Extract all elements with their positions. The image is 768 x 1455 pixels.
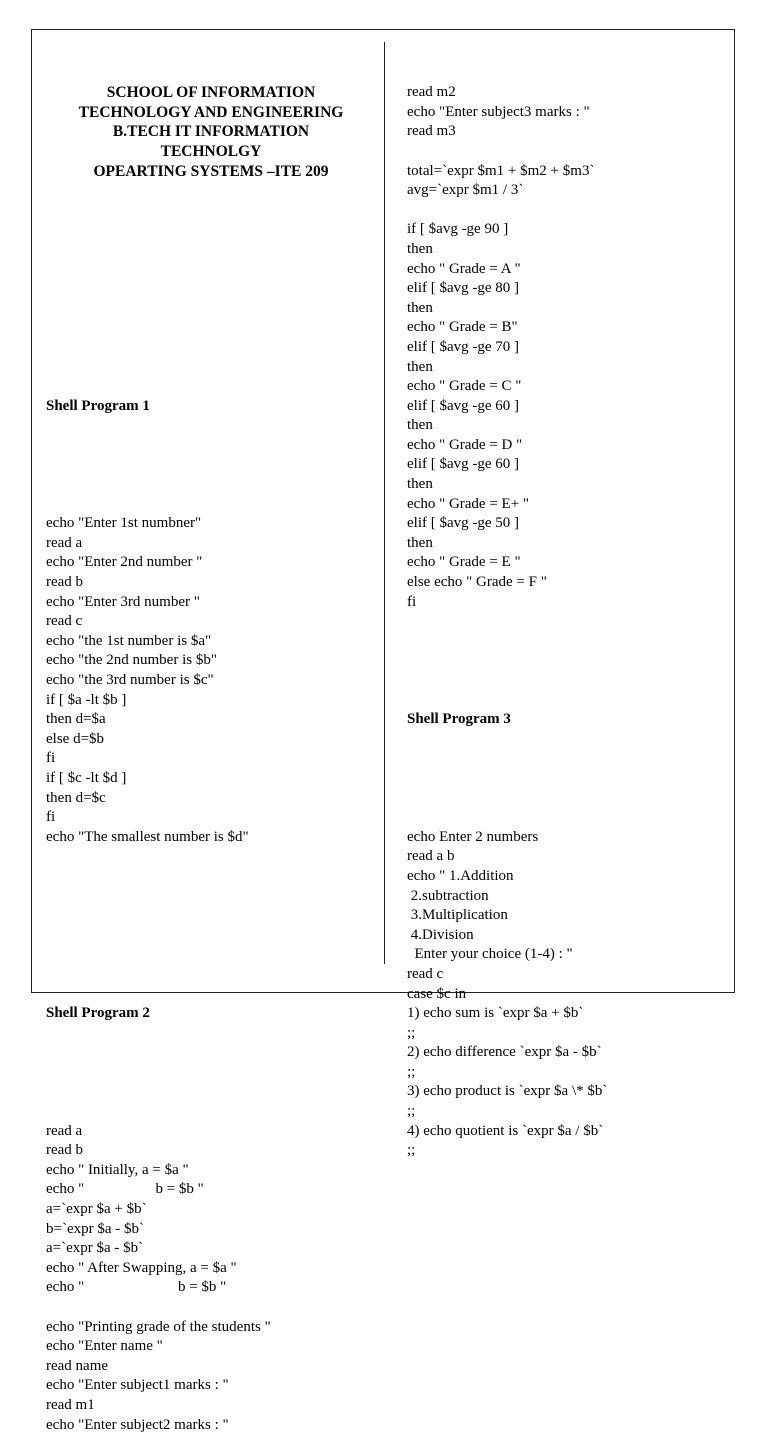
code-line: fi [46, 809, 56, 826]
code-line: echo " Initially, a = $a " [46, 1161, 189, 1178]
code-line: then d=$c [46, 789, 106, 806]
code-line: then [407, 417, 433, 434]
title-line: TECHNOLGY [160, 142, 262, 160]
code-line: echo "the 1st number is $a" [46, 632, 212, 649]
title-line: OPEARTING SYSTEMS –ITE 209 [93, 162, 329, 180]
code-line: 1) echo sum is `expr $a + $b` [407, 1005, 584, 1022]
code-line: 2) echo difference `expr $a - $b` [407, 1044, 602, 1061]
code-line: echo "the 3rd number is $c" [46, 672, 214, 688]
code-line: echo "Enter name " [46, 1338, 163, 1355]
code-line: echo "Printing grade of the students " [46, 1318, 271, 1335]
code-line: read a [46, 534, 83, 551]
code-line: ;; [407, 1063, 416, 1080]
code-line: echo "Enter 2nd number " [46, 554, 203, 571]
left-column [46, 44, 376, 1455]
code-line: echo " Grade = E+ " [407, 495, 530, 512]
code-line [46, 1298, 376, 1318]
code-line: fi [407, 593, 417, 610]
column-divider [384, 42, 385, 964]
program1-heading: Shell Program 1 [46, 397, 150, 414]
code-line: elif [ $avg -ge 80 ] [407, 280, 520, 297]
code-line: if [ $avg -ge 90 ] [407, 221, 509, 238]
code-line: echo " Grade = C " [407, 378, 522, 395]
code-line [407, 201, 727, 221]
program1-code [46, 514, 376, 847]
code-line: read a b [407, 848, 455, 865]
program3-code [407, 828, 727, 1161]
code-line: echo " 1.Addition [407, 867, 514, 884]
code-line: read c [46, 613, 83, 630]
code-line: then [407, 240, 433, 257]
code-line: echo "Enter 1st numbner" [46, 515, 202, 532]
code-line: 3) echo product is `expr $a \* $b` [407, 1083, 608, 1100]
code-line: then d=$a [46, 711, 106, 728]
code-line: read m1 [46, 1396, 95, 1413]
code-line: elif [ $avg -ge 50 ] [407, 515, 520, 532]
code-line: ;; [407, 1142, 416, 1159]
code-line: then [407, 358, 433, 375]
program2-code-continued [407, 83, 727, 612]
code-line: echo " Grade = A " [407, 260, 521, 277]
program2-heading: Shell Program 2 [46, 1005, 150, 1022]
code-line: echo "the 2nd number is $b" [46, 652, 217, 669]
title-line: SCHOOL OF INFORMATION [106, 84, 316, 102]
code-line: echo "Enter subject2 marks : " [46, 1416, 229, 1433]
code-line: Enter your choice (1-4) : " [407, 946, 573, 963]
code-line: echo " Grade = D " [407, 436, 523, 453]
code-line: echo "Enter subject1 marks : " [46, 1377, 229, 1394]
code-line: read name [46, 1357, 109, 1374]
code-line: read b [46, 574, 84, 591]
code-line: a=`expr $a + $b` [46, 1201, 147, 1218]
code-line: a=`expr $a - $b` [46, 1240, 144, 1257]
code-line: 4) echo quotient is `expr $a / $b` [407, 1122, 604, 1139]
code-line: echo "Enter subject3 marks : " [407, 103, 590, 120]
program3-heading: Shell Program 3 [407, 711, 511, 728]
code-line: echo " Grade = E " [407, 554, 521, 571]
code-line: then [407, 299, 433, 316]
code-line: echo " b = $b " [46, 1279, 227, 1296]
code-line: read a [46, 1122, 83, 1139]
title-line: TECHNOLOGY AND ENGINEERING [78, 103, 344, 121]
code-line: read m2 [407, 84, 456, 101]
code-line: else d=$b [46, 730, 105, 747]
right-column [407, 44, 727, 1180]
document-title [34, 83, 376, 181]
code-line: if [ $c -lt $d ] [46, 769, 127, 786]
code-line: elif [ $avg -ge 60 ] [407, 456, 520, 473]
code-line: echo " b = $b " [46, 1181, 204, 1198]
code-line: elif [ $avg -ge 70 ] [407, 338, 520, 355]
code-line: b=`expr $a - $b` [46, 1220, 145, 1237]
code-line: fi [46, 750, 56, 767]
code-line: 2.subtraction [407, 887, 489, 904]
code-line: 4.Division [407, 926, 474, 943]
code-line: avg=`expr $m1 / 3` [407, 182, 524, 199]
code-line: case $c in [407, 985, 467, 1002]
code-line: ;; [407, 1024, 416, 1041]
code-line: echo "Enter 3rd number " [46, 593, 200, 610]
code-line: echo Enter 2 numbers [407, 828, 539, 845]
code-line: read m3 [407, 123, 456, 140]
code-line [407, 142, 727, 162]
code-line: 3.Multiplication [407, 907, 508, 924]
code-line: read b [46, 1142, 84, 1159]
program2-code [46, 1122, 376, 1436]
code-line: then [407, 534, 433, 551]
code-line: if [ $a -lt $b ] [46, 691, 127, 708]
code-line: echo " After Swapping, a = $a " [46, 1259, 237, 1276]
code-line: then [407, 476, 433, 493]
code-line: total=`expr $m1 + $m2 + $m3` [407, 162, 595, 179]
code-line: else echo " Grade = F " [407, 574, 547, 591]
code-line: echo " Grade = B" [407, 319, 518, 336]
title-line: B.TECH IT INFORMATION [112, 123, 310, 141]
code-line: read c [407, 965, 444, 982]
code-line: ;; [407, 1103, 416, 1120]
code-line: echo "The smallest number is $d" [46, 828, 249, 845]
code-line: elif [ $avg -ge 60 ] [407, 397, 520, 414]
